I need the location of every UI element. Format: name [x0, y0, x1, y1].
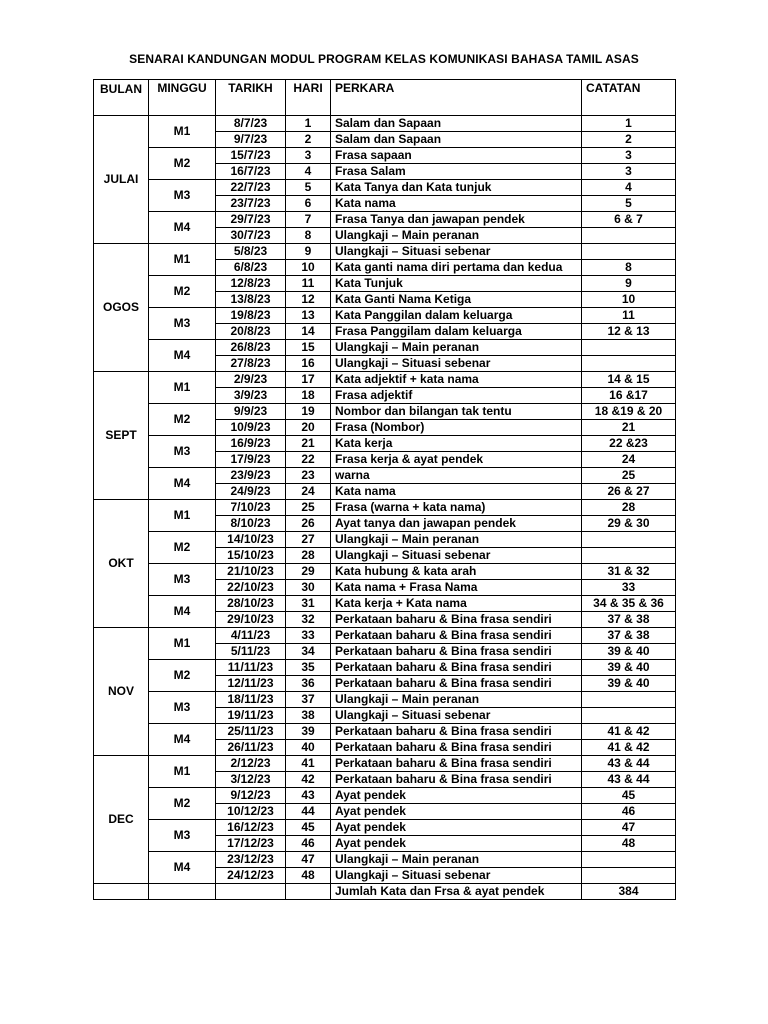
topic-cell: Ulangkaji – Situasi sebenar — [331, 708, 582, 724]
day-number-cell: 8 — [286, 228, 331, 244]
date-cell: 5/11/23 — [216, 644, 286, 660]
month-cell: OGOS — [94, 244, 149, 372]
date-cell: 2/12/23 — [216, 756, 286, 772]
week-cell: M2 — [149, 532, 216, 564]
month-cell: OKT — [94, 500, 149, 628]
note-cell: 37 & 38 — [582, 612, 676, 628]
note-cell: 14 & 15 — [582, 372, 676, 388]
note-cell — [582, 356, 676, 372]
topic-cell: Ayat pendek — [331, 836, 582, 852]
note-cell — [582, 532, 676, 548]
topic-cell: Frasa (warna + kata nama) — [331, 500, 582, 516]
note-cell — [582, 244, 676, 260]
month-cell: NOV — [94, 628, 149, 756]
date-cell: 14/10/23 — [216, 532, 286, 548]
note-cell: 21 — [582, 420, 676, 436]
note-cell: 41 & 42 — [582, 740, 676, 756]
date-cell: 19/11/23 — [216, 708, 286, 724]
day-number-cell: 23 — [286, 468, 331, 484]
topic-cell: Ulangkaji – Main peranan — [331, 692, 582, 708]
week-cell: M3 — [149, 180, 216, 212]
day-number-cell: 17 — [286, 372, 331, 388]
week-cell: M1 — [149, 372, 216, 404]
day-number-cell: 3 — [286, 148, 331, 164]
day-number-cell: 16 — [286, 356, 331, 372]
table-row — [94, 244, 676, 260]
date-cell: 29/7/23 — [216, 212, 286, 228]
week-cell: M3 — [149, 692, 216, 724]
day-number-cell: 46 — [286, 836, 331, 852]
header-hari: HARI — [286, 80, 331, 116]
note-cell: 4 — [582, 180, 676, 196]
table-row — [94, 148, 676, 164]
table-row — [94, 116, 676, 132]
table-row — [94, 532, 676, 548]
topic-cell: Ulangkaji – Situasi sebenar — [331, 868, 582, 884]
note-cell: 8 — [582, 260, 676, 276]
topic-cell: Frasa Panggilam dalam keluarga — [331, 324, 582, 340]
day-number-cell: 27 — [286, 532, 331, 548]
day-number-cell: 47 — [286, 852, 331, 868]
week-cell: M3 — [149, 564, 216, 596]
day-number-cell: 40 — [286, 740, 331, 756]
table-row — [94, 340, 676, 356]
topic-cell: Perkataan baharu & Bina frasa sendiri — [331, 612, 582, 628]
note-cell — [582, 692, 676, 708]
topic-cell: Frasa kerja & ayat pendek — [331, 452, 582, 468]
total-label: Jumlah Kata dan Frsa & ayat pendek — [331, 884, 582, 900]
note-cell: 3 — [582, 164, 676, 180]
total-empty-cell — [216, 884, 286, 900]
day-number-cell: 24 — [286, 484, 331, 500]
table-row — [94, 820, 676, 836]
day-number-cell: 12 — [286, 292, 331, 308]
date-cell: 26/11/23 — [216, 740, 286, 756]
table-row — [94, 404, 676, 420]
note-cell: 34 & 35 & 36 — [582, 596, 676, 612]
table-row — [94, 628, 676, 644]
topic-cell: Kata kerja — [331, 436, 582, 452]
date-cell: 9/9/23 — [216, 404, 286, 420]
date-cell: 19/8/23 — [216, 308, 286, 324]
topic-cell: Salam dan Sapaan — [331, 116, 582, 132]
day-number-cell: 7 — [286, 212, 331, 228]
day-number-cell: 32 — [286, 612, 331, 628]
month-cell: SEPT — [94, 372, 149, 500]
date-cell: 23/9/23 — [216, 468, 286, 484]
table-row — [94, 596, 676, 612]
table-row — [94, 756, 676, 772]
day-number-cell: 43 — [286, 788, 331, 804]
day-number-cell: 1 — [286, 116, 331, 132]
table-row — [94, 436, 676, 452]
topic-cell: Perkataan baharu & Bina frasa sendiri — [331, 772, 582, 788]
note-cell: 48 — [582, 836, 676, 852]
day-number-cell: 41 — [286, 756, 331, 772]
day-number-cell: 31 — [286, 596, 331, 612]
date-cell: 26/8/23 — [216, 340, 286, 356]
topic-cell: Kata ganti nama diri pertama dan kedua — [331, 260, 582, 276]
header-catatan: CATATAN — [582, 80, 676, 116]
header-minggu: MINGGU — [149, 80, 216, 116]
note-cell — [582, 868, 676, 884]
week-cell: M2 — [149, 660, 216, 692]
note-cell: 10 — [582, 292, 676, 308]
topic-cell: Kata nama + Frasa Nama — [331, 580, 582, 596]
day-number-cell: 45 — [286, 820, 331, 836]
table-row — [94, 852, 676, 868]
topic-cell: Perkataan baharu & Bina frasa sendiri — [331, 644, 582, 660]
note-cell — [582, 852, 676, 868]
day-number-cell: 18 — [286, 388, 331, 404]
note-cell: 31 & 32 — [582, 564, 676, 580]
date-cell: 17/9/23 — [216, 452, 286, 468]
day-number-cell: 10 — [286, 260, 331, 276]
table-row — [94, 788, 676, 804]
day-number-cell: 19 — [286, 404, 331, 420]
week-cell: M4 — [149, 468, 216, 500]
header-bulan: BULAN — [94, 80, 149, 116]
note-cell: 25 — [582, 468, 676, 484]
day-number-cell: 5 — [286, 180, 331, 196]
day-number-cell: 21 — [286, 436, 331, 452]
header-perkara: PERKARA — [331, 80, 582, 116]
week-cell: M3 — [149, 308, 216, 340]
note-cell: 1 — [582, 116, 676, 132]
table-row — [94, 692, 676, 708]
note-cell: 28 — [582, 500, 676, 516]
date-cell: 3/9/23 — [216, 388, 286, 404]
date-cell: 23/12/23 — [216, 852, 286, 868]
note-cell — [582, 708, 676, 724]
date-cell: 12/8/23 — [216, 276, 286, 292]
topic-cell: Ulangkaji – Situasi sebenar — [331, 356, 582, 372]
module-contents-table — [93, 79, 676, 900]
topic-cell: Ayat pendek — [331, 788, 582, 804]
table-row — [94, 500, 676, 516]
note-cell: 46 — [582, 804, 676, 820]
date-cell: 6/8/23 — [216, 260, 286, 276]
date-cell: 25/11/23 — [216, 724, 286, 740]
day-number-cell: 9 — [286, 244, 331, 260]
week-cell: M4 — [149, 340, 216, 372]
week-cell: M2 — [149, 788, 216, 820]
date-cell: 8/7/23 — [216, 116, 286, 132]
topic-cell: Perkataan baharu & Bina frasa sendiri — [331, 756, 582, 772]
note-cell: 18 &19 & 20 — [582, 404, 676, 420]
date-cell: 3/12/23 — [216, 772, 286, 788]
day-number-cell: 35 — [286, 660, 331, 676]
date-cell: 27/8/23 — [216, 356, 286, 372]
week-cell: M1 — [149, 756, 216, 788]
note-cell: 37 & 38 — [582, 628, 676, 644]
note-cell: 12 & 13 — [582, 324, 676, 340]
day-number-cell: 39 — [286, 724, 331, 740]
table-row — [94, 276, 676, 292]
topic-cell: Perkataan baharu & Bina frasa sendiri — [331, 724, 582, 740]
topic-cell: Ayat tanya dan jawapan pendek — [331, 516, 582, 532]
day-number-cell: 15 — [286, 340, 331, 356]
topic-cell: Ayat pendek — [331, 820, 582, 836]
date-cell: 24/9/23 — [216, 484, 286, 500]
note-cell: 3 — [582, 148, 676, 164]
week-cell: M3 — [149, 436, 216, 468]
topic-cell: Ulangkaji – Main peranan — [331, 532, 582, 548]
week-cell: M2 — [149, 404, 216, 436]
topic-cell: Perkataan baharu & Bina frasa sendiri — [331, 660, 582, 676]
day-number-cell: 6 — [286, 196, 331, 212]
topic-cell: Kata hubung & kata arah — [331, 564, 582, 580]
day-number-cell: 22 — [286, 452, 331, 468]
topic-cell: Frasa adjektif — [331, 388, 582, 404]
week-cell: M4 — [149, 596, 216, 628]
date-cell: 10/9/23 — [216, 420, 286, 436]
note-cell: 45 — [582, 788, 676, 804]
date-cell: 7/10/23 — [216, 500, 286, 516]
week-cell: M2 — [149, 276, 216, 308]
note-cell: 33 — [582, 580, 676, 596]
day-number-cell: 42 — [286, 772, 331, 788]
topic-cell: Kata Ganti Nama Ketiga — [331, 292, 582, 308]
table-row — [94, 372, 676, 388]
topic-cell: Frasa Tanya dan jawapan pendek — [331, 212, 582, 228]
topic-cell: Kata nama — [331, 196, 582, 212]
day-number-cell: 13 — [286, 308, 331, 324]
day-number-cell: 48 — [286, 868, 331, 884]
note-cell — [582, 340, 676, 356]
topic-cell: Ulangkaji – Main peranan — [331, 340, 582, 356]
total-row — [94, 884, 676, 900]
month-cell: JULAI — [94, 116, 149, 244]
day-number-cell: 25 — [286, 500, 331, 516]
date-cell: 12/11/23 — [216, 676, 286, 692]
day-number-cell: 30 — [286, 580, 331, 596]
date-cell: 15/10/23 — [216, 548, 286, 564]
note-cell: 29 & 30 — [582, 516, 676, 532]
date-cell: 30/7/23 — [216, 228, 286, 244]
date-cell: 23/7/23 — [216, 196, 286, 212]
day-number-cell: 34 — [286, 644, 331, 660]
date-cell: 16/9/23 — [216, 436, 286, 452]
topic-cell: Ayat pendek — [331, 804, 582, 820]
topic-cell: Frasa (Nombor) — [331, 420, 582, 436]
week-cell: M2 — [149, 148, 216, 180]
total-empty-cell — [94, 884, 149, 900]
topic-cell: Perkataan baharu & Bina frasa sendiri — [331, 628, 582, 644]
note-cell: 16 &17 — [582, 388, 676, 404]
topic-cell: Kata Tunjuk — [331, 276, 582, 292]
header-tarikh: TARIKH — [216, 80, 286, 116]
topic-cell: Frasa Salam — [331, 164, 582, 180]
note-cell: 39 & 40 — [582, 676, 676, 692]
week-cell: M4 — [149, 724, 216, 756]
header-row — [94, 80, 676, 116]
day-number-cell: 38 — [286, 708, 331, 724]
table-row — [94, 180, 676, 196]
day-number-cell: 20 — [286, 420, 331, 436]
date-cell: 9/12/23 — [216, 788, 286, 804]
week-cell: M1 — [149, 116, 216, 148]
day-number-cell: 2 — [286, 132, 331, 148]
topic-cell: Frasa sapaan — [331, 148, 582, 164]
date-cell: 4/11/23 — [216, 628, 286, 644]
date-cell: 22/7/23 — [216, 180, 286, 196]
day-number-cell: 37 — [286, 692, 331, 708]
date-cell: 16/12/23 — [216, 820, 286, 836]
table-row — [94, 564, 676, 580]
total-empty-cell — [149, 884, 216, 900]
date-cell: 15/7/23 — [216, 148, 286, 164]
day-number-cell: 29 — [286, 564, 331, 580]
note-cell: 22 &23 — [582, 436, 676, 452]
note-cell — [582, 548, 676, 564]
note-cell: 39 & 40 — [582, 644, 676, 660]
topic-cell: Kata nama — [331, 484, 582, 500]
date-cell: 13/8/23 — [216, 292, 286, 308]
note-cell: 11 — [582, 308, 676, 324]
note-cell: 26 & 27 — [582, 484, 676, 500]
note-cell: 6 & 7 — [582, 212, 676, 228]
date-cell: 20/8/23 — [216, 324, 286, 340]
month-cell: DEC — [94, 756, 149, 884]
note-cell: 41 & 42 — [582, 724, 676, 740]
topic-cell: Kata kerja + Kata nama — [331, 596, 582, 612]
total-empty-cell — [286, 884, 331, 900]
topic-cell: Salam dan Sapaan — [331, 132, 582, 148]
page-title: SENARAI KANDUNGAN MODUL PROGRAM KELAS KOMUNIKASI BAHASA TAMIL ASAS — [129, 52, 639, 66]
date-cell: 8/10/23 — [216, 516, 286, 532]
table-row — [94, 308, 676, 324]
date-cell: 11/11/23 — [216, 660, 286, 676]
week-cell: M3 — [149, 820, 216, 852]
week-cell: M1 — [149, 244, 216, 276]
date-cell: 16/7/23 — [216, 164, 286, 180]
note-cell: 43 & 44 — [582, 756, 676, 772]
note-cell: 24 — [582, 452, 676, 468]
topic-cell: Ulangkaji – Situasi sebenar — [331, 244, 582, 260]
day-number-cell: 26 — [286, 516, 331, 532]
topic-cell: Kata adjektif + kata nama — [331, 372, 582, 388]
date-cell: 17/12/23 — [216, 836, 286, 852]
note-cell — [582, 228, 676, 244]
topic-cell: Ulangkaji – Main peranan — [331, 852, 582, 868]
note-cell: 43 & 44 — [582, 772, 676, 788]
note-cell: 9 — [582, 276, 676, 292]
note-cell: 39 & 40 — [582, 660, 676, 676]
table-row — [94, 468, 676, 484]
table-row — [94, 212, 676, 228]
note-cell: 47 — [582, 820, 676, 836]
topic-cell: Perkataan baharu & Bina frasa sendiri — [331, 676, 582, 692]
week-cell: M4 — [149, 852, 216, 884]
date-cell: 5/8/23 — [216, 244, 286, 260]
day-number-cell: 11 — [286, 276, 331, 292]
date-cell: 29/10/23 — [216, 612, 286, 628]
date-cell: 21/10/23 — [216, 564, 286, 580]
week-cell: M1 — [149, 500, 216, 532]
week-cell: M1 — [149, 628, 216, 660]
day-number-cell: 33 — [286, 628, 331, 644]
day-number-cell: 44 — [286, 804, 331, 820]
day-number-cell: 4 — [286, 164, 331, 180]
topic-cell: Nombor dan bilangan tak tentu — [331, 404, 582, 420]
date-cell: 28/10/23 — [216, 596, 286, 612]
date-cell: 24/12/23 — [216, 868, 286, 884]
note-cell: 2 — [582, 132, 676, 148]
week-cell: M4 — [149, 212, 216, 244]
day-number-cell: 28 — [286, 548, 331, 564]
topic-cell: Kata Panggilan dalam keluarga — [331, 308, 582, 324]
table-body — [94, 116, 676, 884]
day-number-cell: 36 — [286, 676, 331, 692]
table-row — [94, 724, 676, 740]
topic-cell: Kata Tanya dan Kata tunjuk — [331, 180, 582, 196]
date-cell: 22/10/23 — [216, 580, 286, 596]
topic-cell: Perkataan baharu & Bina frasa sendiri — [331, 740, 582, 756]
note-cell: 5 — [582, 196, 676, 212]
topic-cell: Ulangkaji – Situasi sebenar — [331, 548, 582, 564]
date-cell: 9/7/23 — [216, 132, 286, 148]
date-cell: 10/12/23 — [216, 804, 286, 820]
day-number-cell: 14 — [286, 324, 331, 340]
topic-cell: Ulangkaji – Main peranan — [331, 228, 582, 244]
date-cell: 2/9/23 — [216, 372, 286, 388]
date-cell: 18/11/23 — [216, 692, 286, 708]
topic-cell: warna — [331, 468, 582, 484]
table-row — [94, 660, 676, 676]
total-value: 384 — [582, 884, 676, 900]
